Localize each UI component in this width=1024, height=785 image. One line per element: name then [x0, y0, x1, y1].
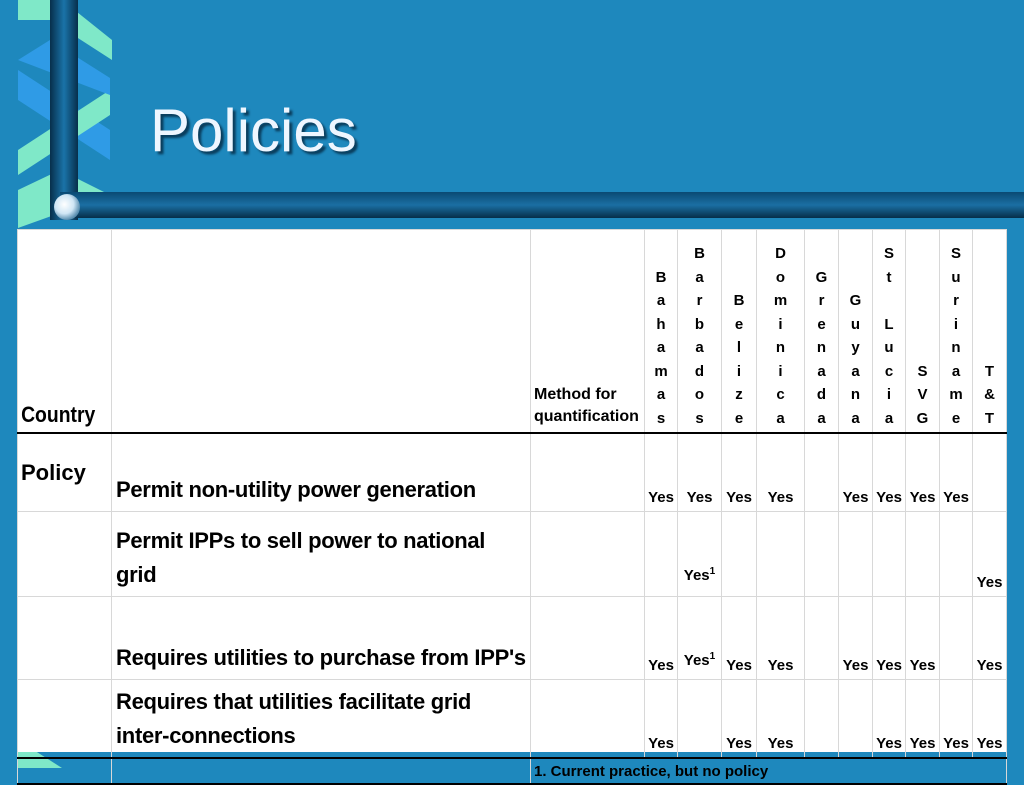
country-letter: i — [778, 362, 783, 380]
country-letter: m — [654, 362, 668, 380]
country-letter: n — [850, 386, 861, 403]
value-cell: Yes — [940, 680, 973, 759]
value-cell: Yes — [940, 433, 973, 512]
value-cell: Yes — [722, 433, 757, 512]
country-letter: a — [656, 339, 666, 356]
policy-row-label: Policy — [18, 433, 112, 512]
value-cell: Yes — [839, 597, 873, 680]
value-cell — [940, 512, 973, 597]
country-letter: a — [656, 292, 666, 309]
method-cell — [531, 512, 645, 597]
value-cell-footnoted — [678, 512, 722, 597]
country-header: Country — [18, 230, 101, 434]
country-letter: c — [884, 362, 894, 380]
country-letter: z — [735, 386, 743, 403]
country-letter: G — [916, 409, 929, 427]
value-cell: Yes — [873, 680, 906, 759]
footnote-empty — [18, 758, 112, 784]
footnote-empty — [112, 758, 531, 784]
method-cell — [531, 433, 645, 512]
value-cell — [805, 433, 839, 512]
country-header-dominica — [757, 230, 805, 434]
value-cell: Yes — [906, 680, 940, 759]
footnote-marker: 1 — [709, 566, 716, 577]
value-cell — [873, 512, 906, 597]
country-letter: e — [817, 315, 826, 333]
value-cell — [645, 512, 678, 597]
footnote-marker: 1 — [709, 651, 716, 662]
value-cell: Yes — [645, 433, 678, 512]
method-cell — [531, 680, 645, 759]
country-letter: a — [851, 409, 860, 427]
country-letter: D — [775, 245, 786, 262]
method-cell — [531, 597, 645, 680]
value-cell: Yes — [973, 597, 1007, 680]
country-letter: a — [656, 386, 666, 403]
country-header-suriname — [940, 230, 973, 434]
country-letter: d — [816, 386, 827, 403]
footnote-row — [18, 758, 1007, 784]
country-header-st-lucia — [873, 230, 906, 434]
country-letter: e — [734, 409, 744, 427]
country-letter: r — [696, 292, 703, 309]
value-cell: Yes — [757, 597, 805, 680]
country-letter: a — [884, 409, 894, 427]
country-label-bahamas — [645, 266, 677, 431]
table-row — [18, 433, 1007, 512]
country-label-st-lucia — [873, 242, 905, 430]
country-letter: B — [694, 245, 705, 262]
value-cell: Yes — [839, 433, 873, 512]
country-letter: t — [886, 268, 892, 286]
country-letter: G — [849, 292, 862, 309]
country-letter: a — [817, 409, 826, 427]
policy-table — [17, 229, 1007, 785]
country-header-belize — [722, 230, 757, 434]
country-letter: a — [776, 409, 785, 427]
country-label-guyana — [839, 289, 872, 430]
country-letter: S — [917, 362, 928, 380]
value-cell — [805, 597, 839, 680]
policy-text: Requires utilities to purchase from IPP's — [112, 597, 531, 680]
country-letter: c — [776, 386, 785, 403]
country-letter: L — [884, 315, 894, 333]
country-letter: e — [734, 315, 744, 333]
country-letter: n — [951, 339, 961, 356]
country-letter: & — [984, 386, 995, 403]
value-cell — [839, 680, 873, 759]
value-cell — [722, 512, 757, 597]
policy-text: Requires that utilities facilitate grid inter-connections — [112, 680, 531, 759]
country-letter — [873, 289, 905, 313]
table-row — [18, 597, 1007, 680]
value-cell — [940, 597, 973, 680]
country-label-belize — [722, 289, 756, 430]
country-letter: a — [851, 362, 860, 380]
country-letter: a — [695, 268, 704, 286]
country-header-tt — [973, 230, 1007, 434]
value-cell: Yes — [973, 680, 1007, 759]
table-row — [18, 512, 1007, 597]
value-cell: Yes — [757, 433, 805, 512]
country-letter: b — [694, 315, 705, 333]
country-letter: S — [883, 245, 894, 262]
country-letter: a — [951, 362, 961, 380]
header-row — [18, 230, 1007, 434]
country-letter: n — [816, 339, 827, 356]
country-letter: u — [884, 339, 894, 356]
country-letter: m — [949, 386, 963, 403]
country-letter: e — [951, 409, 961, 427]
value-cell: Yes — [973, 512, 1007, 597]
value-cell — [678, 680, 722, 759]
country-letter: r — [818, 292, 825, 309]
value-cell: Yes — [873, 597, 906, 680]
country-header-guyana — [839, 230, 873, 434]
country-header-barbados — [678, 230, 722, 434]
country-letter: r — [953, 292, 959, 309]
policy-text: Permit IPPs to sell power to national grid — [112, 512, 531, 597]
row-label-empty — [18, 680, 112, 759]
value-text: Yes — [683, 567, 710, 584]
country-letter: i — [736, 362, 742, 380]
country-letter: o — [694, 386, 705, 403]
country-label-barbados — [678, 242, 721, 430]
country-letter: B — [733, 292, 745, 309]
country-label-grenada — [805, 266, 838, 431]
value-cell: Yes — [722, 597, 757, 680]
value-cell: Yes — [678, 433, 722, 512]
country-letter: n — [775, 339, 786, 356]
country-letter: s — [695, 409, 704, 427]
policy-text: Permit non-utility power generation — [112, 433, 531, 512]
country-letter: T — [984, 409, 995, 427]
value-cell: Yes — [906, 597, 940, 680]
country-letter: T — [984, 362, 995, 380]
country-letter: u — [951, 268, 961, 286]
country-label-tt — [973, 360, 1006, 431]
country-letter: o — [775, 268, 786, 286]
row-label-empty — [18, 597, 112, 680]
country-letter: l — [736, 339, 742, 356]
value-cell — [839, 512, 873, 597]
value-cell — [757, 512, 805, 597]
country-letter: V — [917, 386, 928, 403]
value-cell-footnoted — [678, 597, 722, 680]
value-cell — [805, 512, 839, 597]
value-cell: Yes — [722, 680, 757, 759]
value-cell — [805, 680, 839, 759]
country-label-svg — [906, 360, 939, 431]
policy-table-container — [17, 229, 1006, 780]
country-letter: S — [950, 245, 961, 262]
country-letter: m — [773, 292, 788, 309]
country-letter: a — [695, 339, 704, 356]
country-header-svg — [906, 230, 940, 434]
country-letter: i — [886, 386, 892, 403]
country-letter: i — [778, 315, 783, 333]
country-label-suriname — [940, 242, 972, 430]
value-cell — [973, 433, 1007, 512]
value-text: Yes — [683, 652, 710, 669]
country-header-grenada — [805, 230, 839, 434]
row-label-empty — [18, 512, 112, 597]
country-letter: h — [656, 315, 666, 333]
value-cell: Yes — [873, 433, 906, 512]
slide-title: Policies — [150, 97, 357, 164]
value-cell: Yes — [906, 433, 940, 512]
country-header-bahamas — [645, 230, 678, 434]
country-letter: y — [851, 339, 860, 356]
country-letter: B — [655, 268, 667, 286]
value-cell — [906, 512, 940, 597]
country-letter: a — [817, 362, 826, 380]
country-label-dominica — [757, 242, 804, 430]
table-row — [18, 680, 1007, 759]
country-letter: G — [815, 268, 828, 286]
method-header: Method for quantification — [531, 230, 645, 434]
country-letter: d — [694, 362, 705, 380]
country-letter: i — [953, 315, 959, 333]
value-cell: Yes — [645, 680, 678, 759]
country-letter: u — [850, 315, 861, 333]
value-cell: Yes — [645, 597, 678, 680]
country-letter: s — [656, 409, 666, 427]
footnote-text: 1. Current practice, but no policy — [531, 758, 1007, 784]
policy-header-empty — [112, 230, 531, 434]
value-cell: Yes — [757, 680, 805, 759]
